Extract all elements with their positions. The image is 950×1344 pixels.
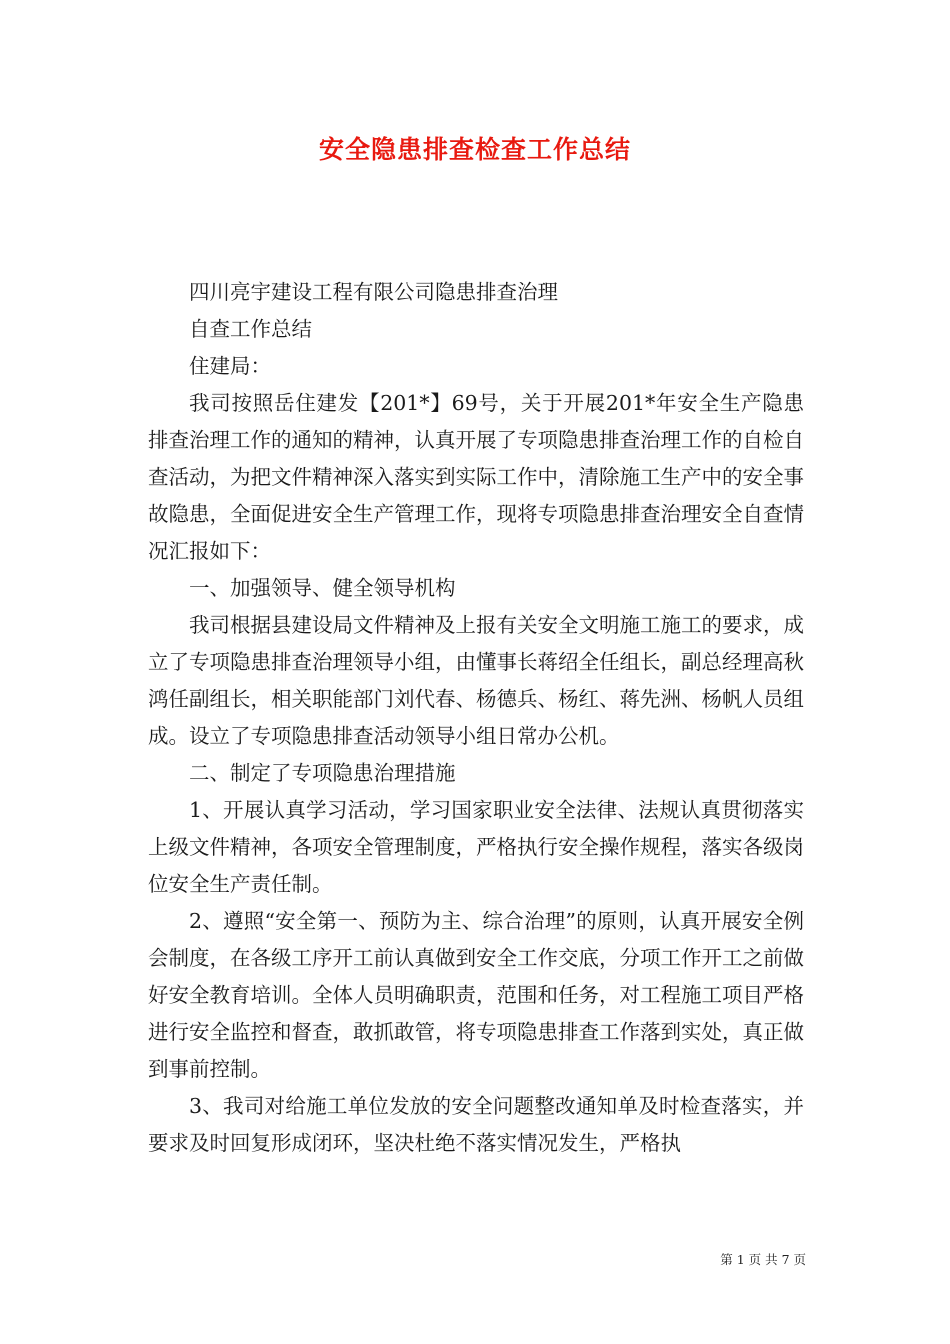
page-number: 第 1 页 共 7 页 xyxy=(720,1252,806,1267)
paragraph-intro: 我司按照岳住建发【201*】69号，关于开展201*年安全生产隐患排查治理工作的通知的精神，认真开展了专项隐患排查治理工作的自检自查活动，为把文件精神深入落实到实际工作中，清除施工生产中的安全事故隐患，全面促进安全生产管理工作，现将专项隐患排查治理安全自查情况汇报如下： xyxy=(148,391,804,563)
paragraph-item-3: 3、我司对给施工单位发放的安全问题整改通知单及时检查落实，并要求及时回复形成闭环，坚决杜绝不落实情况发生，严格执 xyxy=(148,1094,804,1155)
document-body xyxy=(148,274,804,1162)
section-heading-1: 一、加强领导、健全领导机构 xyxy=(189,576,456,600)
paragraph-item-2: 2、遵照“安全第一、预防为主、综合治理”的原则，认真开展安全例会制度，在各级工序开工前认真做到安全工作交底，分项工作开工之前做好安全教育培训。全体人员明确职责，范围和任务，对工程施工项目严格进行安全监控和督查，敢抓敢管，将专项隐患排查工作落到实处，真正做到事前控制。 xyxy=(148,909,804,1081)
paragraph-addressee: 住建局： xyxy=(189,354,271,378)
paragraph-subtitle: 自查工作总结 xyxy=(189,317,312,341)
document-title: 安全隐患排查检查工作总结 xyxy=(318,135,631,164)
section-heading-2: 二、制定了专项隐患治理措施 xyxy=(189,761,456,785)
paragraph-company: 四川亮宇建设工程有限公司隐患排查治理 xyxy=(189,280,558,304)
paragraph-section-1: 我司根据县建设局文件精神及上报有关安全文明施工施工的要求，成立了专项隐患排查治理领导小组，由懂事长蒋绍全任组长，副总经理高秋鸿任副组长，相关职能部门刘代春、杨德兵、杨红、蒋先洲、杨帆人员组成。设立了专项隐患排查活动领导小组日常办公机。 xyxy=(148,613,804,748)
paragraph-item-1: 1、开展认真学习活动，学习国家职业安全法律、法规认真贯彻落实上级文件精神，各项安全管理制度，严格执行安全操作规程，落实各级岗位安全生产责任制。 xyxy=(148,798,804,896)
